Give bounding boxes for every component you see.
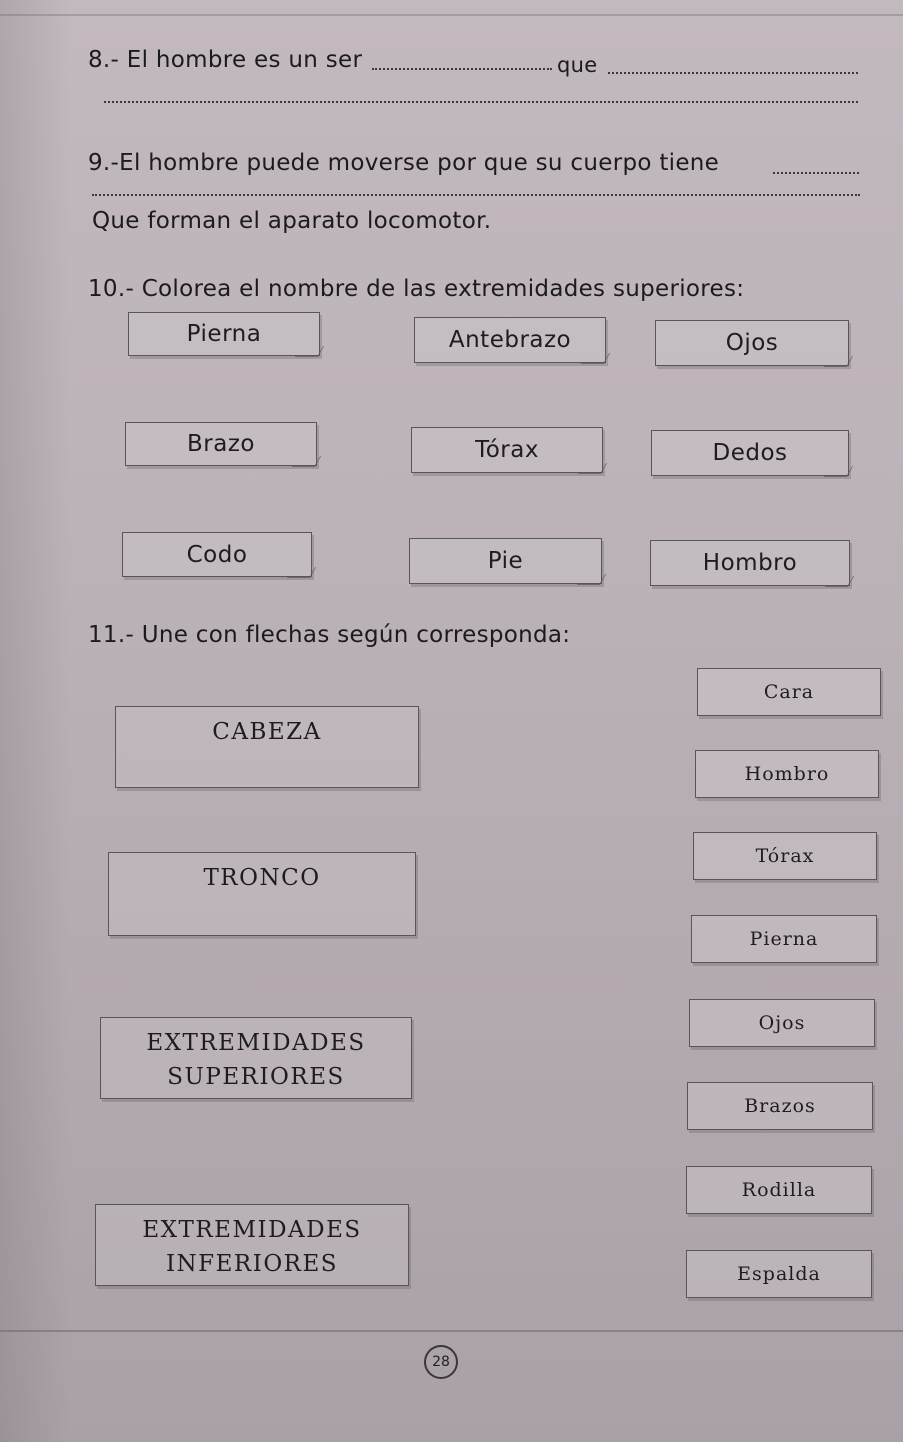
question-8-que: que (557, 53, 598, 77)
answer-blank-8c[interactable] (104, 101, 858, 103)
top-edge-line (0, 14, 903, 16)
match-left-tronco[interactable] (108, 852, 416, 936)
match-left-extremidades-superiores[interactable] (100, 1017, 412, 1099)
match-right-box[interactable]: Pierna (691, 915, 877, 963)
color-word-box[interactable]: Hombro (650, 540, 850, 586)
page-shadow (0, 0, 70, 1442)
match-right-box[interactable]: Hombro (695, 750, 879, 798)
match-right-box[interactable]: Ojos (689, 999, 875, 1047)
match-right-box[interactable]: Rodilla (686, 1166, 872, 1214)
match-left-label: SUPERIORES (167, 1064, 345, 1090)
answer-blank-8b[interactable] (608, 72, 858, 74)
answer-blank-9a[interactable] (773, 172, 859, 174)
match-left-label: INFERIORES (165, 1251, 339, 1277)
color-word-box[interactable]: Ojos (655, 320, 849, 366)
question-9-line2: Que forman el aparato locomotor. (92, 208, 492, 234)
match-right-box[interactable]: Espalda (686, 1250, 872, 1298)
match-left-label: EXTREMIDADES (142, 1217, 362, 1243)
color-word-box[interactable]: Antebrazo (414, 317, 606, 363)
match-right-box[interactable]: Cara (697, 668, 881, 716)
color-word-box[interactable]: Pierna (128, 312, 320, 356)
question-9-text: 9.-El hombre puede moverse por que su cuerpo tiene (88, 150, 720, 176)
match-left-cabeza[interactable] (115, 706, 419, 788)
bottom-rule (0, 1330, 903, 1332)
match-left-label: EXTREMIDADES (146, 1030, 366, 1056)
match-left-label: CABEZA (212, 719, 322, 745)
question-8-text: 8.- El hombre es un ser (88, 47, 363, 73)
page-number: 28 (424, 1345, 458, 1379)
color-word-box[interactable]: Brazo (125, 422, 317, 466)
color-word-box[interactable]: Pie (409, 538, 602, 584)
question-11-text: 11.- Une con flechas según corresponda: (88, 622, 571, 648)
question-10-text: 10.- Colorea el nombre de las extremidades superiores: (88, 276, 745, 302)
color-word-box[interactable]: Codo (122, 532, 312, 577)
match-left-label: TRONCO (203, 865, 321, 891)
color-word-box[interactable]: Dedos (651, 430, 849, 476)
match-left-extremidades-inferiores[interactable] (95, 1204, 409, 1286)
color-word-box[interactable]: Tórax (411, 427, 603, 473)
answer-blank-8a[interactable] (372, 68, 552, 70)
match-right-box[interactable]: Tórax (693, 832, 877, 880)
match-right-box[interactable]: Brazos (687, 1082, 873, 1130)
answer-blank-9b[interactable] (92, 194, 860, 196)
